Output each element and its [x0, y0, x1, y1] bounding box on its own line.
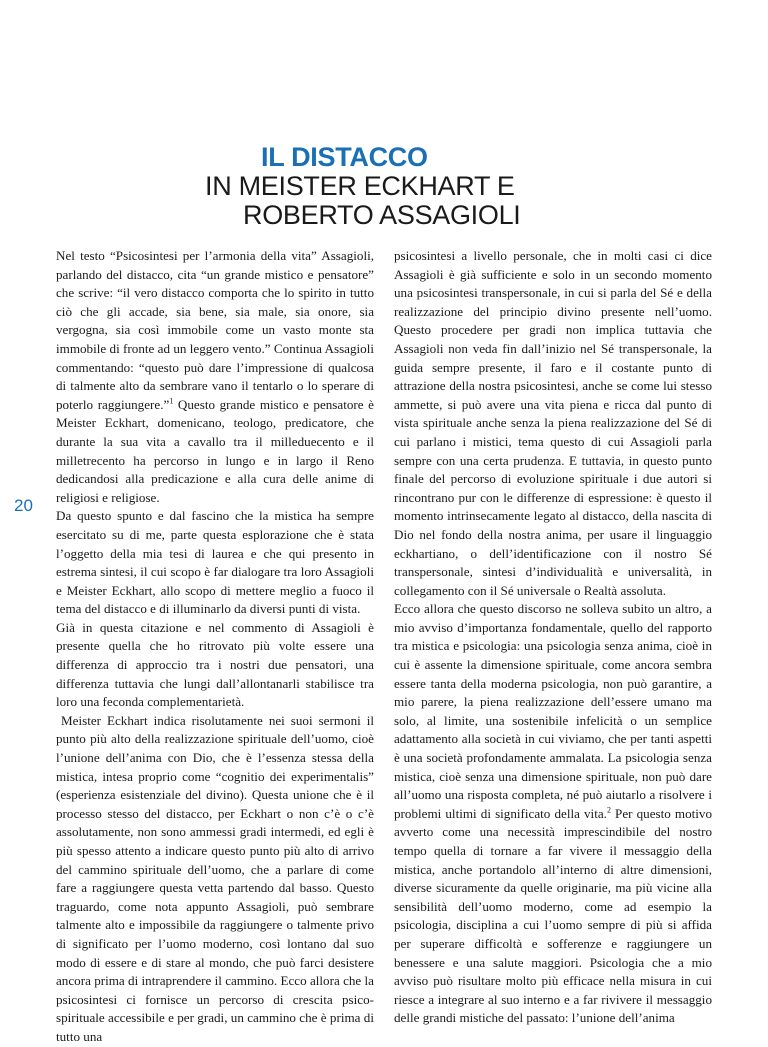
title-line-2: IN MEISTER ECKHART E	[205, 171, 515, 201]
paragraph	[56, 247, 374, 507]
paragraph-text: Ecco allora che questo discorso ne solleva subito un altro, a mio avviso d’importanza fondamentale, quello del rapporto tra mistica e psicologia: una psicologia senza anima, cioè in cui è assente la dimensione spirituale, come ancora sembra essere tanta della moderna psicologia, non può garantire, a mio parere, la piena realizzazione dell’essere umano ma solo, al limite, una sostenibile infelicità o un semplice adattamento alla società in cui viviamo, che per tanti aspetti è una società profondamente ammalata. La psicologia senza mistica, cioè senza una dimensione spirituale, non può dare all’uomo una risposta completa, né può aiutarlo a risolvere i problemi ultimi di significato della vita.	[394, 601, 712, 821]
paragraph-text: Nel testo “Psicosintesi per l’armonia della vita” Assagioli, parlando del distacco, cita “un grande mistico e pensatore” che scrive: “il vero distacco comporta che lo spirito in tutto ciò che gli accade, sia bene, sia male, sia onore, sia vergogna, sia così immobile come un vasto monte sta immobile di fronte ad un leggero vento.” Continua Assagioli commentando: “questo può dare l’impressione di qualcosa di talmente alto da sembrare vano il tentarlo o lo sperare di poterlo raggiungere.”	[56, 248, 374, 412]
text-column-right	[394, 247, 712, 1028]
paragraph: Da questo spunto e dal fascino che la mistica ha sempre esercitato su di me, parte questa esplorazione che è stata l’oggetto della mia tesi di laurea e che qui presento in estrema sintesi, il cui scopo è far dialogare tra loro Assagioli e Meister Eckhart, allo scopo di mettere meglio a fuoco il tema del distacco e di illuminarlo da diversi punti di vista.	[56, 508, 374, 617]
text-column-left	[56, 247, 374, 1047]
title-line-3: ROBERTO ASSAGIOLI	[243, 200, 521, 230]
paragraph-text: Per questo motivo avverto come una necessità imprescindibile del nostro tempo quella di tornare a far vivere il messaggio della mistica, anche portandolo all’interno di altre dimensioni, diverse sicuramente da quelle originarie, ma più vicine alla sensibilità dell’uomo moderno, come ad esempio la psicologia, disciplina a cui l’uomo sempre di più si affida per superare difficoltà e sofferenze e raggiungere un benessere e una salute maggiori. Psicologia che a mio avviso può risultare molto più efficace nella misura in cui riesce a integrare al suo interno e a far rivivere il messaggio delle grandi mistiche del passato: l’unione dell’anima	[394, 805, 713, 1026]
page-number: 20	[14, 496, 33, 515]
paragraph-text: Questo grande mistico e pensatore è Meister Eckhart, domenicano, teologo, predicatore, che durante la sua vita a cavallo tra il milleduecento e il milletrecento ha percorso in lungo e in largo il Reno dedicandosi alla predicazione e alla cura delle anime di religiosi e religiose.	[56, 396, 374, 505]
paragraph: Meister Eckhart indica risolutamente nei suoi sermoni il punto più alto della realizzazione spirituale dell’uomo, cioè l’unione dell’anima con Dio, che è l’essenza stessa della mistica, intesa proprio come “cognitio dei experimentalis” (esperienza esistenziale del divino). Questa unione che è il processo stesso del distacco, per Eckhart o non c’è o c’è assolutamente, non sono ammessi gradi intermedi, ed egli è più spesso attento a indicare questo punto più alto di arrivo del cammino spirituale dell’uomo, che a parlare di come fare a raggiungere questa vetta partendo dal basso. Questo traguardo, come nota appunto Assagioli, può sembrare talmente alto e impossibile da raggiungere o talmente privo di significato per l’uomo moderno, così lontano dal suo modo di essere e di stare al mondo, che può farci desistere ancora prima di intraprendere il cammino. Ecco allora che la psicosintesi ci fornisce un percorso di crescita psico-spirituale accessibile e per gradi, un cammino che è prima di tutto una	[56, 712, 374, 1044]
footnote-ref: 2	[606, 805, 611, 815]
title-accent: IL DISTACCO	[261, 142, 428, 172]
paragraph: psicosintesi a livello personale, che in molti casi ci dice Assagioli è già sufficiente e solo in un secondo momento una psicosintesi transpersonale, in cui si parla del Sé e della realizzazione del principio divino presente nell’uomo. Questo procedere per gradi non implica tuttavia che Assagioli non veda fin dall’inizio nel Sé transpersonale, la guida sempre presente, il faro e il costante punto di attrazione della nostra psicosintesi, anche se come lui stesso ammette, si può avere una vita piena e ricca dal punto di vista spirituale anche senza la piena realizzazione del Sé di cui parlano i mistici, tema questo di cui Assagioli parla sempre con una certa prudenza. E tuttavia, in questo punto finale del percorso di evoluzione spirituale i due autori si rincontrano pur con le differenze di espressione: è questo il momento intrinsecamente legato al distacco, della nascita di Dio nel fondo della nostra anima, per usare il linguaggio eckhartiano, o dell’identificazione con il nostro Sé transpersonale, sintesi d’individualità e universalità, in collegamento con il Sé universale o Realtà assoluta.	[394, 248, 712, 598]
paragraph	[394, 600, 712, 1028]
article-title	[205, 143, 625, 230]
footnote-ref: 1	[169, 396, 174, 406]
paragraph: Già in questa citazione e nel commento di Assagioli è presente quella che ho ritrovato più volte essere una differenza di approccio tra i nostri due pensatori, una differenza tuttavia che lungi dall’allontanarli stabilisce tra loro una feconda complementarietà.	[56, 619, 374, 710]
